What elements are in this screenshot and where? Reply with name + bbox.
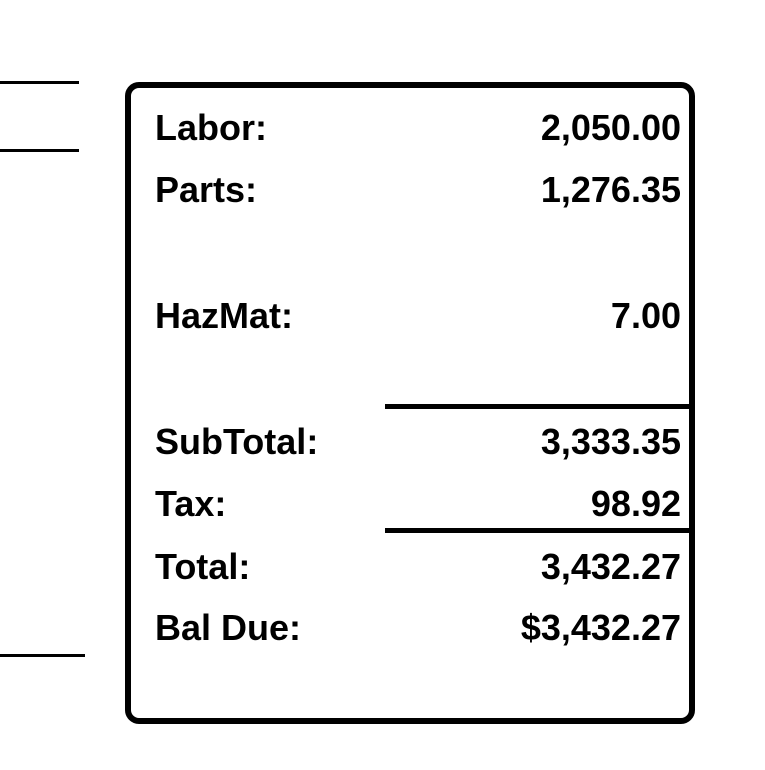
tax-label: Tax: [155,483,227,524]
left-field-line-3 [0,654,85,657]
tax-value: 98.92 [590,483,681,524]
left-field-line-1 [0,81,79,84]
subtotal-divider [385,404,689,409]
labor-value: 2,050.00 [540,107,681,148]
bal-due-label: Bal Due: [155,607,302,648]
total-divider [385,528,689,533]
parts-label: Parts: [155,169,258,210]
bal-due-value: $3,432.27 [520,607,681,648]
hazmat-value: 7.00 [610,295,681,336]
totals-box [125,82,695,724]
subtotal-value: 3,333.35 [540,421,681,462]
total-value: 3,432.27 [540,546,681,587]
hazmat-label: HazMat: [155,295,294,336]
subtotal-label: SubTotal: [155,421,319,462]
labor-label: Labor: [155,107,267,148]
left-field-line-2 [0,149,79,152]
parts-value: 1,276.35 [540,169,681,210]
total-label: Total: [155,546,251,587]
